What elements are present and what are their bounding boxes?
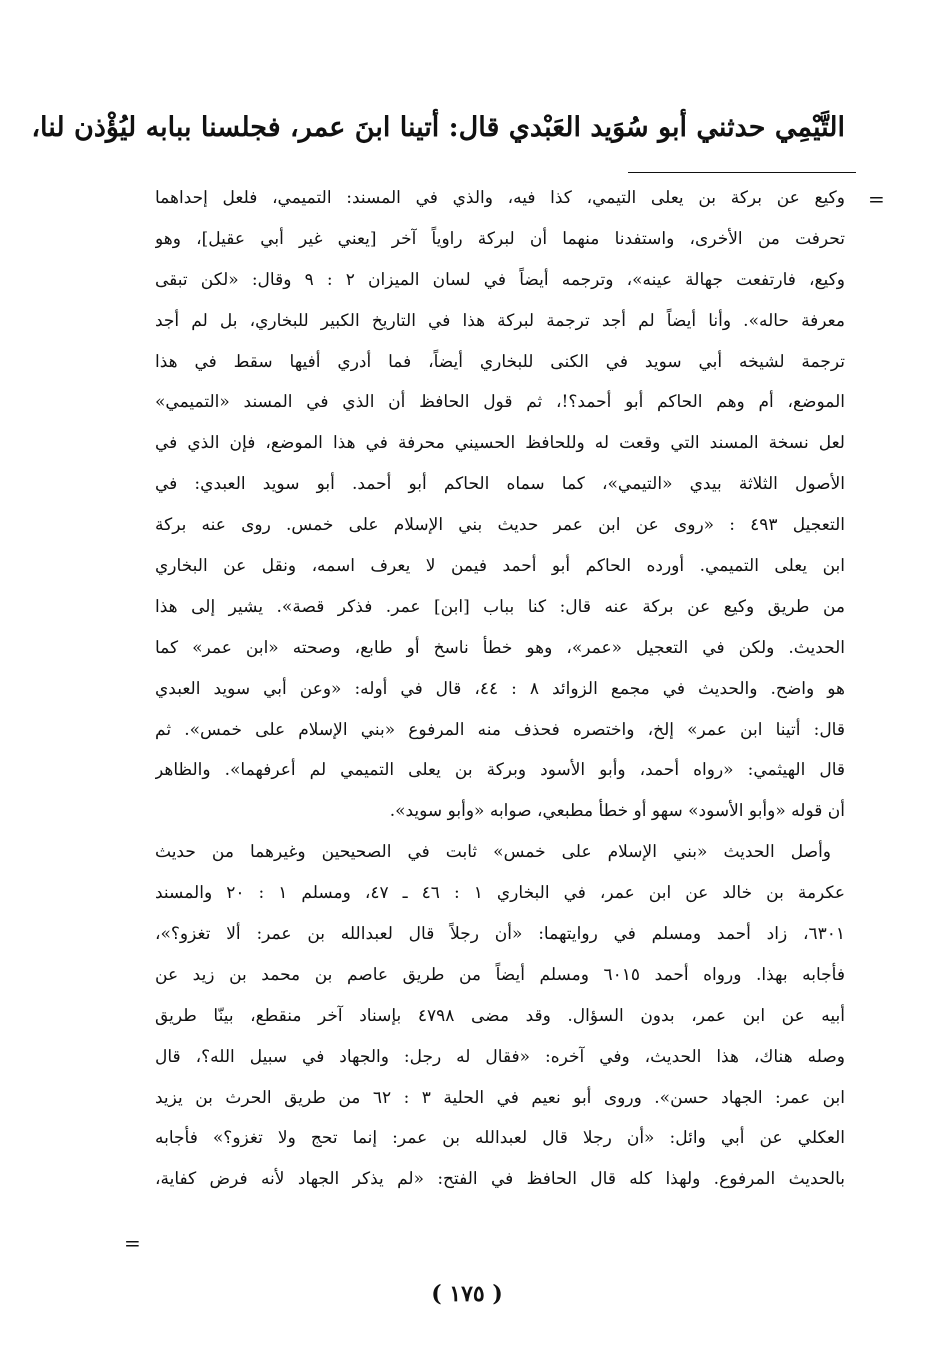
- footnote-line: الأصول الثلاثة بيدي «التيمي»، كما سماه الحاكم أبو أحمد. أبو سويد العبدي: في: [155, 474, 845, 495]
- footnote-line: وأصل الحديث «بني الإسلام على خمس» ثابت في الصحيحين وغيرهما من حديث: [155, 842, 831, 863]
- footnote-line: أبيه عن ابن عمر، بدون السؤال. وقد مضى ٤٧٩٨ بإسناد آخر منقطع، بينّا طريق: [155, 1005, 845, 1026]
- footnote-line: العكلي عن أبي وائل: «أن رجلا قال لعبدالله بن عمر: إنما تحج ولا تغزو؟» فأجابه: [155, 1128, 845, 1149]
- footnote-line: ٦٣٠١، زاد أحمد ومسلم في روايتهما: «أن رجلاً قال لعبدالله بن عمر: ألا تغزو؟»،: [155, 924, 845, 945]
- footnote-line: التعجيل ٤٩٣ : «روى عن ابن عمر حديث بني الإسلام على خمس. روى عنه بركة: [155, 515, 845, 536]
- footnote-line: ابن يعلى التميمي. أورده الحاكم أبو أحمد فيمن لا يعرف اسمه، ونقل عن البخاري: [155, 556, 845, 577]
- footnote-line: أن قوله «وأبو الأسود» سهو أو خطأ مطبعي، صوابه «وأبو سويد».: [389, 801, 845, 822]
- separator-rule: [628, 172, 856, 173]
- continuation-mark-top: =: [868, 187, 885, 211]
- page-number: ( ١٧٥ ): [431, 1281, 503, 1307]
- footnote-line: عكرمة بن خالد عن ابن عمر، في البخاري ١ : ٤٦ ـ ٤٧، ومسلم ١ : ٢٠ والمسند: [155, 883, 845, 904]
- footnote-line: قال الهيثمي: «رواه أحمد، وأبو الأسود وبركة بن يعلى التميمي لم أعرفهما». والظاهر: [155, 760, 845, 781]
- footnote-line: وصله هناك، هذا الحديث، وفي آخره: «فقال له رجل: والجهاد في سبيل الله؟، قال: [155, 1046, 845, 1067]
- footnote-line: معرفة حاله». وأنا أيضاً لم أجد ترجمة لبركة هذا في التاريخ الكبير للبخاري، بل لم أجد: [155, 310, 845, 331]
- footnote-line: هو واضح. والحديث في مجمع الزوائد ٨ : ٤٤، قال في أوله: «وعن أبي سويد العبدي: [155, 678, 845, 699]
- main-text-line: التَّيْمِي حدثني أبو سُوَيد العَبْدي قال: أتينا ابنَ عمر، فجلسنا ببابه ليُؤْذن لنا،: [31, 112, 845, 143]
- footnote-line: من طريق وكيع عن بركة عنه قال: كنا بباب [ابن] عمر. فذكر قصة». يشير إلى هذا: [155, 596, 845, 617]
- footnote-line: الحديث. ولكن في التعجيل «عمر»، وهو خطأ ناسخ أو طابع، وصحته «ابن عمر» كما: [155, 637, 845, 658]
- footnote-line: لعل نسخة المسند التي وقعت له وللحافظ الحسيني محرفة في هذا الموضع، فإن الذي في: [155, 433, 845, 454]
- footnote-line: الموضع، أم وهم الحاكم أبو أحمد؟!، ثم قول الحافظ أن الذي في المسند «التميمي»: [155, 392, 845, 413]
- footnote-line: فأجابه بهذا. ورواه أحمد ٦٠١٥ ومسلم أيضاً من طريق عاصم بن محمد بن زيد عن: [155, 964, 845, 985]
- footnote-line: بالحديث المرفوع. ولهذا كله قال الحافظ في الفتح: «لم يذكر الجهاد لأنه فرض كفاية،: [155, 1169, 845, 1190]
- footnote-line: وكيع، فارتفعت جهالة عينه»، وترجمه أيضاً في لسان الميزان ٢ : ٩ وقال: «لكن تبقى: [155, 269, 845, 290]
- footnote-block: [155, 178, 845, 1200]
- continuation-mark-bottom: =: [124, 1231, 141, 1255]
- footnote-line: ترجمة لشيخه أبي سويد في الكنى للبخاري أيضاً، فما أدري أفيها سقط في هذا: [155, 351, 845, 372]
- footnote-line: ابن عمر: الجهاد حسن». وروى أبو نعيم في الحلية ٣ : ٦٢ من طريق الحرث بن يزيد: [155, 1087, 845, 1108]
- footnote-line: تحرفت من الأخرى، واستفدنا منهما أن لبركة راوياً آخر [يعني غير أبي عقيل]، وهو: [155, 228, 845, 249]
- footnote-line: قال: أتينا ابن عمر» إلخ، واختصره فحذف منه المرفوع «بني الإسلام على خمس». ثم: [155, 719, 845, 740]
- footnote-line: وكيع عن بركة بن يعلى التيمي، كذا فيه، والذي في المسند: التميمي، فلعل إحداهما: [155, 188, 845, 208]
